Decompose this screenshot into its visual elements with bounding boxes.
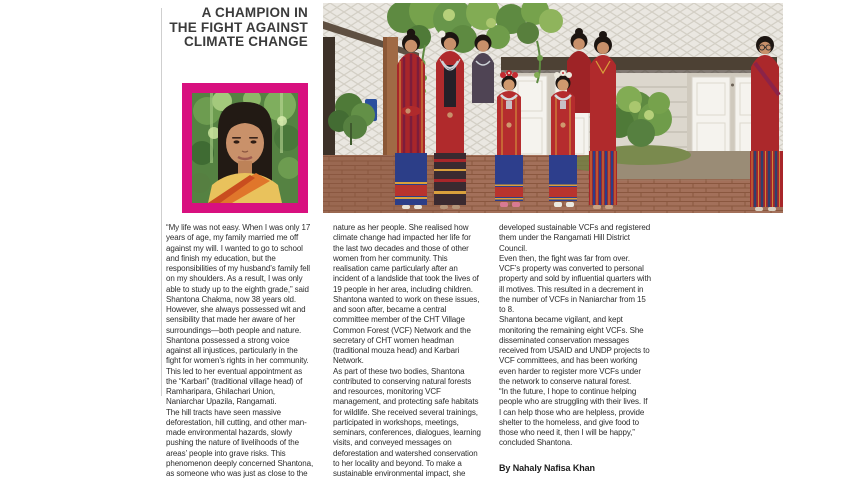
- article-paragraph: Shantona possessed a strong voice against all injustices, particularly in the fight for women’s rights in her community.: [166, 335, 309, 366]
- article-headline: [160, 6, 308, 50]
- article-paragraph: Shantona became vigilant, and kept monitoring the remaining eight VCFs. She disseminated conservation messages received from USAID and UNDP projects to VCF committees, and has been working even harder to register more VCFs under the network to conserve natural forest.: [499, 315, 650, 386]
- portrait-photo: [192, 93, 298, 203]
- group-photo-illustration: [323, 3, 783, 213]
- article-column-3: [499, 223, 651, 473]
- group-photo: [323, 3, 783, 213]
- article-paragraph: As part of these two bodies, Shantona contributed to conserving natural forests and resources, monitoring VCF management, and protecting safe habitats for wildlife. She received several trainings, participated in workshops, meetings, seminars, conferences, dialogues, learning visits, and conveyed messages on deforestation and watershed conservation to her locality and beyond. To make a sustainable environmental impact, she: [333, 366, 481, 478]
- headline-line: THE FIGHT AGAINST: [169, 19, 308, 35]
- article-paragraph: “My life was not easy. When I was only 17 years of age, my family married me off against my will. I wanted to go to school and finish my education, but the responsibilities of my husband’s family fell on my shoulders. As a result, I was only able to study up to the eighth grade,” said Shantona Chakma, now 38 years old.: [166, 223, 311, 304]
- article-paragraph: However, she always possessed wit and sensibility that made her aware of her surroundings—both people and nature.: [166, 305, 306, 335]
- woman-figure-back-1: [472, 35, 494, 104]
- article-paragraph: The hill tracts have seen massive deforestation, hill cutting, and other man-made environmental hazards, slowly pushing the nature of livelihoods of the areas’ people into grave risks. This phenomenon deeply concerned Shantona, as someone who was just as close to the: [166, 407, 314, 478]
- column-divider: [161, 8, 162, 396]
- portrait-photo-frame: [182, 83, 308, 213]
- headline-line: CLIMATE CHANGE: [183, 34, 308, 50]
- article-column-2: [333, 223, 481, 479]
- article-paragraph: nature as her people. She realised how climate change had impacted her life for the last two decades and those of other women from her community. This realisation came particularly after an incident of a landslide that took the lives of 19 people in her area, including children. Shantona wanted to work on these issues, and soon after, became a central committee member of the CHT Village Common Forest (VCF) Network and the secretary of CHT women headman (traditional mouza head) and Karbari Network.: [333, 223, 480, 366]
- article-paragraph: developed sustainable VCFs and registered them under the Rangamati Hill District Council.: [499, 223, 651, 253]
- headline-line: A CHAMPION IN: [201, 5, 308, 20]
- article-paragraph: This led to her eventual appointment as the “Karbari” (traditional village head) of Ramharipara, Ghilachari Union, Naniarchar Upazila, Rangamati.: [166, 366, 303, 407]
- article-paragraph: Even then, the fight was far from over. VCF’s property was converted to personal property and sold by influential quarters with ill motives. This resulted in a decrement in the number of VCFs in Naniarchar from 15 to 8.: [499, 253, 651, 314]
- article-column-1: [166, 223, 314, 479]
- article-paragraph: “In the future, I hope to continue helping people who are struggling with their lives. If I can help those who are helpless, provide shelter to the homeless, and give food to those who need it, then I will be happy,” concluded Shantona.: [499, 387, 648, 448]
- byline: By Nahaly Nafisa Khan: [499, 462, 595, 473]
